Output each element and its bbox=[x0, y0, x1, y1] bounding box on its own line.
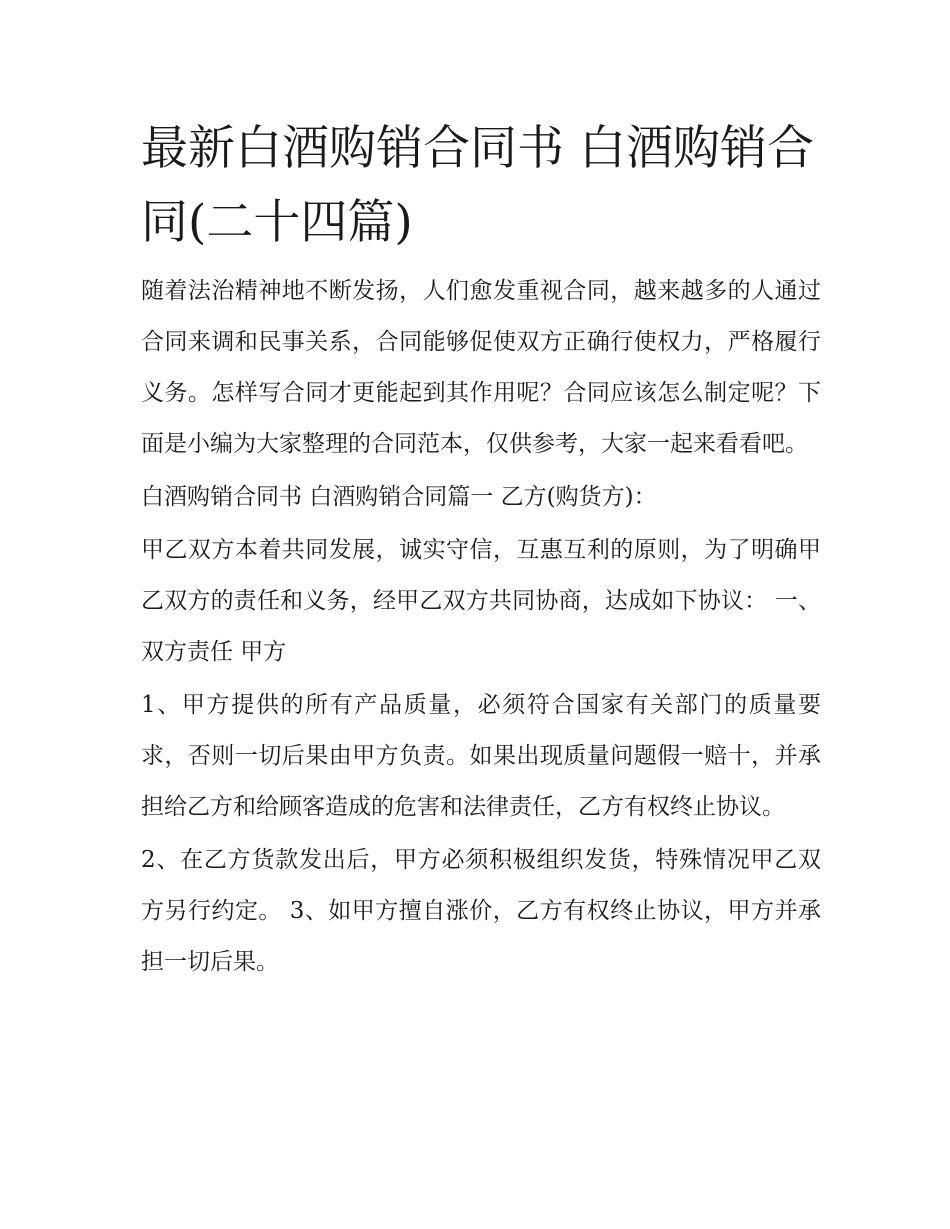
paragraph-clause-1: 1、甲方提供的所有产品质量，必须符合国家有关部门的质量要求，否则一切后果由甲方负责。如果出现质量问题假一赔十，并承担给乙方和给顾客造成的危害和法律责任，乙方有权终止协议。 bbox=[141, 692, 821, 820]
paragraph-section-heading: 白酒购销合同书 白酒购销合同篇一 乙方(购货方)： bbox=[141, 484, 657, 510]
paragraph-clause-2-3: 2、在乙方货款发出后，甲方必须积极组织发货，特殊情况甲乙双方另行约定。 3、如甲方擅自涨价，乙方有权终止协议，甲方并承担一切后果。 bbox=[141, 847, 821, 975]
document-body bbox=[141, 112, 821, 990]
document-title: 最新白酒购销合同书 白酒购销合同(二十四篇) bbox=[141, 121, 814, 250]
paragraph-intro: 随着法治精神地不断发扬，人们愈发重视合同，越来越多的人通过合同来调和民事关系，合同能够促使双方正确行使权力，严格履行义务。怎样写合同才更能起到其作用呢？合同应该怎么制定呢？下面是小编为大家整理的合同范本，仅供参考，大家一起来看看吧。 bbox=[141, 278, 821, 457]
paragraph-agreement: 甲乙双方本着共同发展，诚实守信，互惠互利的原则，为了明确甲乙双方的责任和义务，经甲乙双方共同协商，达成如下协议： 一、双方责任 甲方 bbox=[141, 537, 821, 665]
